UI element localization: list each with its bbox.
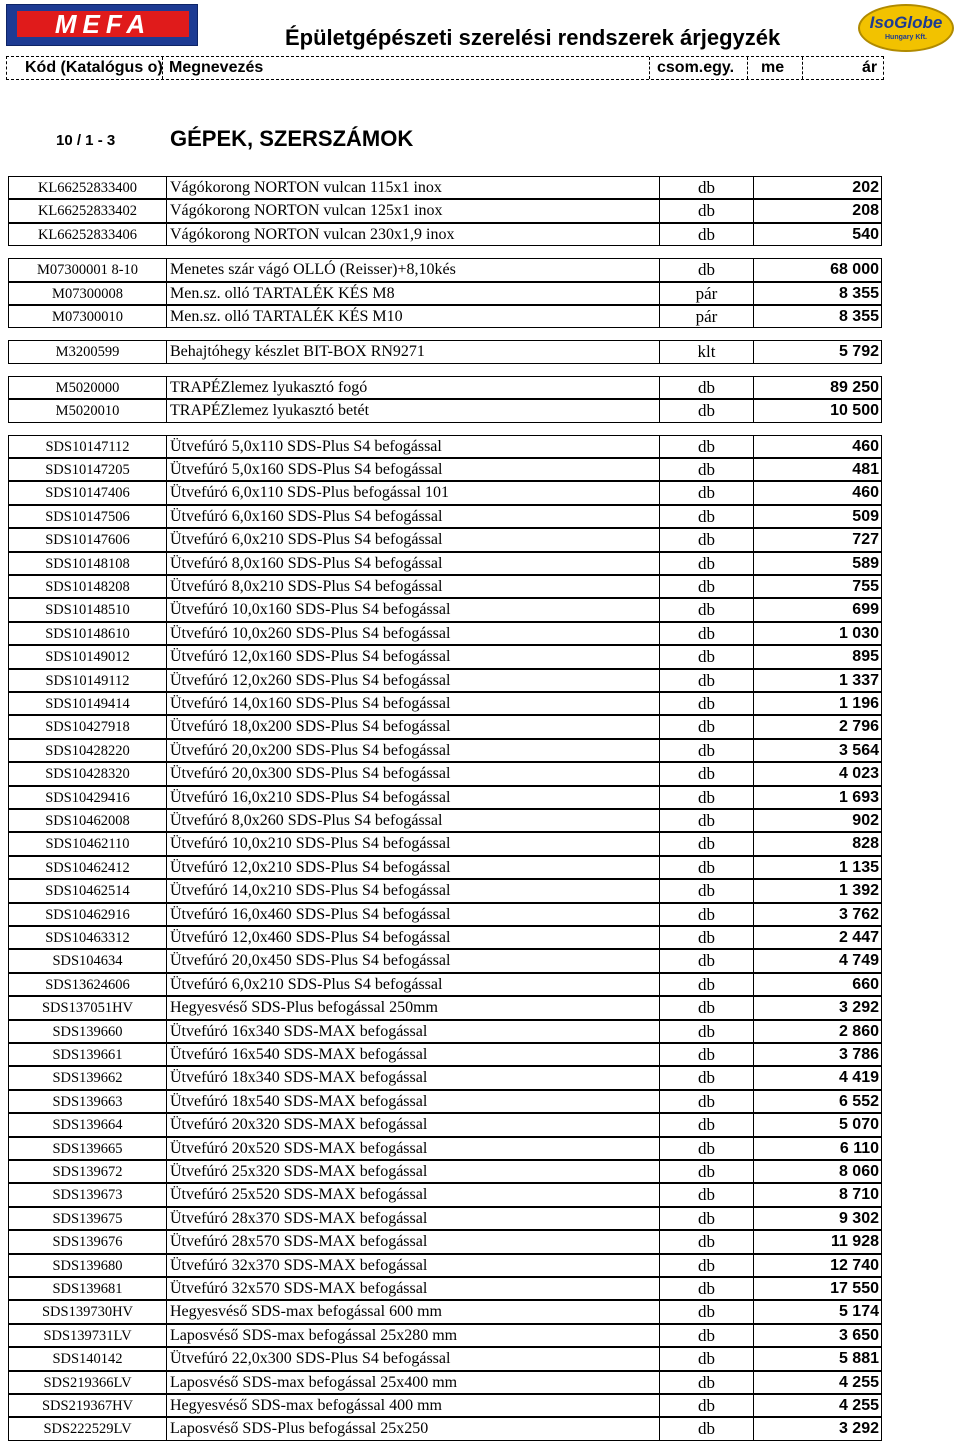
product-unit: db [660, 716, 754, 737]
product-code: SDS139672 [9, 1161, 167, 1182]
product-code: SDS139661 [9, 1044, 167, 1065]
product-name: Hegyesvéső SDS-max befogással 600 mm [167, 1301, 660, 1322]
product-unit: db [660, 927, 754, 948]
product-unit: db [660, 997, 754, 1018]
product-price: 202 [852, 179, 879, 196]
product-code: SDS139665 [9, 1138, 167, 1159]
product-name: Ütvefúró 20x320 SDS-MAX befogással [167, 1114, 660, 1135]
table-row [8, 1137, 882, 1160]
table-row [8, 645, 882, 668]
product-price: 589 [852, 554, 879, 572]
table-row [8, 258, 882, 281]
product-code: M5020010 [9, 400, 167, 421]
table-row [8, 598, 882, 621]
product-unit: db [660, 400, 754, 421]
product-price: 4 255 [838, 1373, 879, 1391]
product-name: Hegyesvéső SDS-max befogással 400 mm [167, 1395, 660, 1416]
product-unit: db [660, 1372, 754, 1393]
table-row [8, 1394, 882, 1417]
product-unit: db [660, 529, 754, 550]
product-name: TRAPÉZlemez lyukasztó fogó [167, 377, 660, 398]
product-unit: db [660, 1325, 754, 1346]
product-unit: db [660, 1395, 754, 1416]
product-name: Ütvefúró 6,0x110 SDS-Plus befogással 101 [167, 482, 660, 503]
product-unit: db [660, 787, 754, 808]
product-price: 509 [852, 507, 879, 525]
product-unit: db [660, 459, 754, 480]
product-price: 3 292 [838, 1420, 879, 1438]
table-row [8, 809, 882, 832]
table-row [8, 458, 882, 481]
isoglobe-logo-text: IsoGlobe [869, 13, 943, 32]
product-name: Ütvefúró 32x570 SDS-MAX befogással [167, 1278, 660, 1299]
table-row [8, 282, 882, 305]
isoglobe-logo-subtext: Hungary Kft. [885, 34, 927, 41]
product-code: SDS10149414 [9, 693, 167, 714]
product-name: Ütvefúró 5,0x160 SDS-Plus S4 befogással [167, 459, 660, 480]
product-price: 11 928 [830, 1233, 879, 1251]
product-unit: db [660, 506, 754, 527]
table-row [8, 552, 882, 575]
table-row [8, 435, 882, 458]
table-row [8, 305, 882, 328]
product-code: KL66252833406 [9, 224, 167, 245]
section-number: 10 / 1 - 3 [56, 132, 116, 149]
product-price: 4 255 [838, 1397, 879, 1414]
product-name: Menetes szár vágó OLLÓ (Reisser)+8,10kés [167, 259, 660, 280]
table-row [8, 692, 882, 715]
table-row [8, 1371, 882, 1394]
product-price: 17 550 [830, 1280, 879, 1297]
table-row [8, 669, 882, 692]
product-code: SDS10462412 [9, 857, 167, 878]
product-name: Vágókorong NORTON vulcan 230x1,9 inox [167, 224, 660, 245]
product-code: SDS10147112 [9, 436, 167, 457]
product-unit: db [660, 1278, 754, 1299]
product-code: SDS13624606 [9, 974, 167, 995]
product-code: SDS10148108 [9, 553, 167, 574]
product-code: SDS10427918 [9, 716, 167, 737]
product-name: Ütvefúró 8,0x260 SDS-Plus S4 befogással [167, 810, 660, 831]
product-price: 5 792 [838, 343, 879, 361]
product-price: 2 447 [838, 929, 879, 946]
product-unit: db [660, 177, 754, 198]
product-name: Ütvefúró 12,0x210 SDS-Plus S4 befogással [167, 857, 660, 878]
table-row [8, 1113, 882, 1136]
product-code: SDS140142 [9, 1348, 167, 1369]
product-code: SDS10462008 [9, 810, 167, 831]
product-name: Ütvefúró 18x540 SDS-MAX befogással [167, 1091, 660, 1112]
product-code: SDS139731LV [9, 1325, 167, 1346]
product-price: 3 786 [838, 1046, 879, 1063]
product-price: 2 796 [838, 718, 879, 736]
product-price: 2 860 [838, 1022, 879, 1040]
table-row [8, 1347, 882, 1370]
product-name: Ütvefúró 16x340 SDS-MAX befogással [167, 1021, 660, 1042]
product-price: 9 302 [838, 1209, 879, 1227]
table-row [8, 223, 882, 246]
table-row [8, 1254, 882, 1277]
product-name: Ütvefúró 28x570 SDS-MAX befogással [167, 1231, 660, 1252]
product-code: SDS10428220 [9, 740, 167, 761]
product-code: M3200599 [9, 341, 167, 362]
product-price: 4 023 [838, 765, 879, 783]
product-unit: db [660, 810, 754, 831]
product-code: M07300010 [9, 306, 167, 327]
product-name: Laposvéső SDS-max befogással 25x400 mm [167, 1372, 660, 1393]
product-price: 5 070 [838, 1116, 879, 1134]
product-unit: db [660, 1021, 754, 1042]
product-unit: klt [660, 341, 754, 362]
table-row [8, 1090, 882, 1113]
product-name: Ütvefúró 28x370 SDS-MAX befogással [167, 1208, 660, 1229]
product-code: SDS10147406 [9, 482, 167, 503]
table-row [8, 528, 882, 551]
product-unit: db [660, 880, 754, 901]
product-price: 699 [852, 601, 879, 619]
column-header-price: ár [862, 59, 878, 76]
table-row [8, 199, 882, 222]
product-price: 460 [852, 437, 879, 455]
column-header-code: Kód (Katalógus o) [25, 59, 163, 76]
product-code: SDS139673 [9, 1184, 167, 1205]
product-price: 1 392 [838, 882, 879, 900]
table-row [8, 832, 882, 855]
table-row [8, 1277, 882, 1300]
product-unit: db [660, 1067, 754, 1088]
table-row [8, 340, 882, 363]
table-row [8, 973, 882, 996]
product-code: SDS10147506 [9, 506, 167, 527]
product-code: SDS10148510 [9, 599, 167, 620]
product-price: 89 250 [830, 378, 879, 396]
product-name: Ütvefúró 20,0x200 SDS-Plus S4 befogással [167, 740, 660, 761]
product-unit: db [660, 1348, 754, 1369]
product-name: Ütvefúró 6,0x210 SDS-Plus S4 befogással [167, 529, 660, 550]
product-code: SDS139730HV [9, 1301, 167, 1322]
product-price: 4 749 [838, 952, 879, 970]
column-header-unit: me [761, 59, 785, 76]
product-price: 481 [852, 461, 879, 478]
product-name: Ütvefúró 20,0x300 SDS-Plus S4 befogással [167, 763, 660, 784]
product-name: Ütvefúró 12,0x260 SDS-Plus S4 befogással [167, 670, 660, 691]
product-code: SDS219366LV [9, 1372, 167, 1393]
product-code: SDS104634 [9, 950, 167, 971]
table-row [8, 996, 882, 1019]
table-row [8, 1020, 882, 1043]
product-price: 3 292 [838, 999, 879, 1017]
table-row [8, 481, 882, 504]
product-unit: db [660, 576, 754, 597]
product-name: Ütvefúró 8,0x210 SDS-Plus S4 befogással [167, 576, 660, 597]
product-unit: db [660, 1184, 754, 1205]
product-unit: db [660, 1418, 754, 1439]
table-row [8, 879, 882, 902]
product-name: Ütvefúró 14,0x160 SDS-Plus S4 befogással [167, 693, 660, 714]
product-name: Ütvefúró 10,0x260 SDS-Plus S4 befogással [167, 623, 660, 644]
document-title: Épületgépészeti szerelési rendszerek árjegyzék [285, 25, 781, 50]
product-unit: db [660, 1091, 754, 1112]
product-code: SDS10149112 [9, 670, 167, 691]
product-price: 1 337 [838, 671, 879, 689]
product-price: 1 135 [838, 858, 879, 876]
product-unit: db [660, 1114, 754, 1135]
mefa-logo-text: MEFA [17, 11, 189, 37]
column-header-pack: csom.egy. [657, 59, 735, 76]
product-name: Vágókorong NORTON vulcan 125x1 inox [167, 200, 660, 221]
table-row [8, 575, 882, 598]
product-unit: db [660, 1231, 754, 1252]
product-name: Ütvefúró 25x520 SDS-MAX befogással [167, 1184, 660, 1205]
product-unit: db [660, 763, 754, 784]
product-name: Ütvefúró 6,0x160 SDS-Plus S4 befogással [167, 506, 660, 527]
table-row [8, 786, 882, 809]
product-code: M07300008 [9, 283, 167, 304]
product-code: SDS139675 [9, 1208, 167, 1229]
product-price: 902 [852, 812, 879, 829]
product-code: SDS139676 [9, 1231, 167, 1252]
table-row [8, 176, 882, 199]
product-name: Ütvefúró 18x340 SDS-MAX befogással [167, 1067, 660, 1088]
product-unit: db [660, 200, 754, 221]
product-unit: db [660, 670, 754, 691]
table-row [8, 1324, 882, 1347]
product-unit: db [660, 833, 754, 854]
product-name: Ütvefúró 16x540 SDS-MAX befogással [167, 1044, 660, 1065]
product-code: M5020000 [9, 377, 167, 398]
product-code: SDS222529LV [9, 1418, 167, 1439]
table-row [8, 949, 882, 972]
product-unit: db [660, 1138, 754, 1159]
product-name: TRAPÉZlemez lyukasztó betét [167, 400, 660, 421]
product-code: SDS10147606 [9, 529, 167, 550]
table-row [8, 926, 882, 949]
column-header-name: Megnevezés [169, 59, 264, 76]
product-price: 1 030 [838, 624, 879, 642]
product-price: 1 693 [838, 788, 879, 806]
product-price: 727 [852, 531, 879, 549]
product-price: 5 174 [838, 1303, 879, 1321]
product-price: 68 000 [830, 261, 879, 279]
product-name: Ütvefúró 12,0x160 SDS-Plus S4 befogással [167, 646, 660, 667]
product-unit: db [660, 904, 754, 925]
product-price: 540 [852, 225, 879, 243]
product-code: SDS10147205 [9, 459, 167, 480]
product-name: Ütvefúró 16,0x210 SDS-Plus S4 befogással [167, 787, 660, 808]
table-row [8, 856, 882, 879]
product-code: SDS219367HV [9, 1395, 167, 1416]
product-unit: pár [660, 306, 754, 327]
product-price: 755 [852, 578, 879, 595]
product-price: 10 500 [830, 402, 879, 420]
product-code: SDS10148610 [9, 623, 167, 644]
product-unit: db [660, 1301, 754, 1322]
product-code: SDS10462916 [9, 904, 167, 925]
product-name: Ütvefúró 20,0x450 SDS-Plus S4 befogással [167, 950, 660, 971]
product-unit: db [660, 436, 754, 457]
product-name: Ütvefúró 12,0x460 SDS-Plus S4 befogással [167, 927, 660, 948]
product-unit: db [660, 1161, 754, 1182]
product-name: Behajtóhegy készlet BIT-BOX RN9271 [167, 341, 660, 362]
product-name: Ütvefúró 32x370 SDS-MAX befogással [167, 1255, 660, 1276]
product-price: 5 881 [838, 1350, 879, 1368]
table-row [8, 399, 882, 422]
table-row [8, 1230, 882, 1253]
product-name: Laposvéső SDS-Plus befogással 25x250 [167, 1418, 660, 1439]
product-unit: db [660, 974, 754, 995]
product-price: 208 [852, 202, 879, 220]
product-price: 4 419 [838, 1069, 879, 1087]
product-name: Ütvefúró 20x520 SDS-MAX befogással [167, 1138, 660, 1159]
product-unit: db [660, 224, 754, 245]
product-code: SDS139662 [9, 1067, 167, 1088]
product-unit: db [660, 1044, 754, 1065]
table-row [8, 903, 882, 926]
product-name: Men.sz. olló TARTALÉK KÉS M10 [167, 306, 660, 327]
table-row [8, 1160, 882, 1183]
product-unit: db [660, 377, 754, 398]
product-unit: db [660, 693, 754, 714]
product-code: SDS137051HV [9, 997, 167, 1018]
table-row [8, 1207, 882, 1230]
product-name: Ütvefúró 14,0x210 SDS-Plus S4 befogással [167, 880, 660, 901]
product-code: M07300001 8-10 [9, 259, 167, 280]
product-unit: db [660, 740, 754, 761]
product-code: SDS139664 [9, 1114, 167, 1135]
product-name: Ütvefúró 10,0x160 SDS-Plus S4 befogással [167, 599, 660, 620]
product-price: 3 564 [838, 741, 879, 759]
product-name: Men.sz. olló TARTALÉK KÉS M8 [167, 283, 660, 304]
product-price: 8 060 [838, 1163, 879, 1180]
product-code: SDS139660 [9, 1021, 167, 1042]
section-title: GÉPEK, SZERSZÁMOK [170, 126, 414, 151]
product-name: Hegyesvéső SDS-Plus befogással 250mm [167, 997, 660, 1018]
product-code: SDS139681 [9, 1278, 167, 1299]
product-unit: db [660, 623, 754, 644]
product-unit: db [660, 482, 754, 503]
product-unit: db [660, 599, 754, 620]
product-code: SDS10462110 [9, 833, 167, 854]
product-name: Ütvefúró 16,0x460 SDS-Plus S4 befogással [167, 904, 660, 925]
product-price: 828 [852, 835, 879, 853]
table-row [8, 1417, 882, 1440]
table-row [8, 739, 882, 762]
product-code: SDS10428320 [9, 763, 167, 784]
product-price: 1 196 [838, 695, 879, 712]
table-row [8, 1183, 882, 1206]
product-unit: db [660, 1255, 754, 1276]
product-price: 460 [852, 484, 879, 502]
product-unit: db [660, 646, 754, 667]
product-code: KL66252833400 [9, 177, 167, 198]
product-unit: db [660, 259, 754, 280]
table-row [8, 1066, 882, 1089]
product-name: Ütvefúró 18,0x200 SDS-Plus S4 befogással [167, 716, 660, 737]
table-row [8, 622, 882, 645]
product-code: SDS139680 [9, 1255, 167, 1276]
table-row [8, 1300, 882, 1323]
product-price: 8 355 [838, 284, 879, 302]
product-name: Ütvefúró 10,0x210 SDS-Plus S4 befogással [167, 833, 660, 854]
table-row [8, 715, 882, 738]
product-unit: db [660, 857, 754, 878]
table-row [8, 762, 882, 785]
product-code: SDS10462514 [9, 880, 167, 901]
product-code: SDS10149012 [9, 646, 167, 667]
product-price: 895 [852, 648, 879, 666]
product-price: 12 740 [830, 1256, 879, 1274]
product-unit: db [660, 950, 754, 971]
product-name: Laposvéső SDS-max befogással 25x280 mm [167, 1325, 660, 1346]
product-price: 6 110 [839, 1139, 879, 1157]
product-code: SDS10148208 [9, 576, 167, 597]
product-unit: pár [660, 283, 754, 304]
product-name: Vágókorong NORTON vulcan 115x1 inox [167, 177, 660, 198]
product-code: KL66252833402 [9, 200, 167, 221]
table-row [8, 1043, 882, 1066]
product-price: 3 762 [838, 905, 879, 923]
table-row [8, 376, 882, 399]
product-code: SDS10429416 [9, 787, 167, 808]
product-unit: db [660, 1208, 754, 1229]
product-name: Ütvefúró 8,0x160 SDS-Plus S4 befogással [167, 553, 660, 574]
product-price: 8 710 [838, 1186, 879, 1204]
product-name: Ütvefúró 22,0x300 SDS-Plus S4 befogással [167, 1348, 660, 1369]
product-price: 6 552 [838, 1092, 879, 1110]
table-row [8, 505, 882, 528]
product-code: SDS10463312 [9, 927, 167, 948]
product-code: SDS139663 [9, 1091, 167, 1112]
product-name: Ütvefúró 6,0x210 SDS-Plus S4 befogással [167, 974, 660, 995]
product-price: 3 650 [838, 1326, 879, 1344]
product-name: Ütvefúró 5,0x110 SDS-Plus S4 befogással [167, 436, 660, 457]
product-price: 8 355 [838, 308, 879, 325]
product-unit: db [660, 553, 754, 574]
product-price: 660 [852, 975, 879, 993]
product-name: Ütvefúró 25x320 SDS-MAX befogással [167, 1161, 660, 1182]
